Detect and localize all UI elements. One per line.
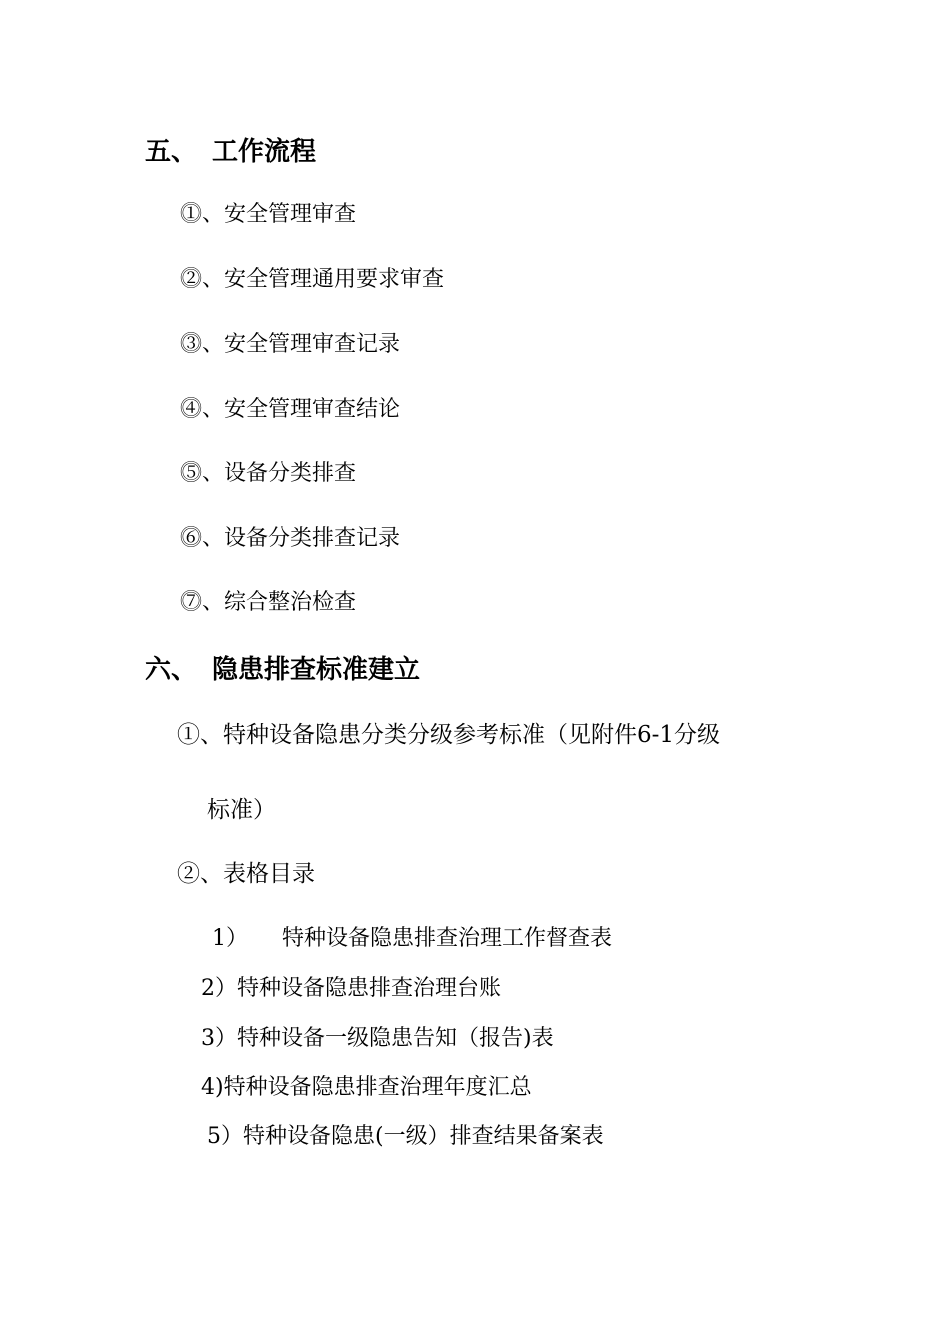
workflow-item-4: ⓸、安全管理审查结论 <box>180 397 401 422</box>
section-5-number: 五、 <box>145 137 198 167</box>
section-6-number: 六、 <box>145 655 198 685</box>
standard-item-1-line-2: 标准） <box>207 797 276 823</box>
table-list-item-1-text: 特种设备隐患排查治理工作督查表 <box>282 926 613 951</box>
section-6-title: 隐患排查标准建立 <box>212 655 421 685</box>
workflow-item-1: ⓵、安全管理审查 <box>180 202 357 227</box>
section-5-heading <box>145 139 316 165</box>
table-list-item-1 <box>212 928 612 950</box>
table-list-item-3: 3）特种设备一级隐患告知（报告)表 <box>201 1026 554 1051</box>
workflow-item-2: ⓶、安全管理通用要求审查 <box>180 267 445 292</box>
table-list-item-5: 5）特种设备隐患(一级）排查结果备案表 <box>207 1124 604 1149</box>
standard-item-1-line-1: ①、特种设备隐患分类分级参考标准（见附件6-1分级 <box>177 722 721 748</box>
table-list-item-4: 4)特种设备隐患排查治理年度汇总 <box>201 1075 532 1100</box>
workflow-item-3: ⓷、安全管理审查记录 <box>180 332 401 357</box>
workflow-item-5: ⓹、设备分类排查 <box>180 461 357 486</box>
workflow-item-6: ⓺、设备分类排查记录 <box>180 526 401 551</box>
table-list-item-1-number: 1） <box>212 926 248 951</box>
section-6-heading <box>145 657 420 683</box>
table-list-item-2: 2）特种设备隐患排查治理台账 <box>201 976 501 1001</box>
standard-item-2: ②、表格目录 <box>177 861 315 887</box>
section-5-title: 工作流程 <box>212 137 317 167</box>
workflow-item-7: ⓻、综合整治检查 <box>180 590 357 615</box>
